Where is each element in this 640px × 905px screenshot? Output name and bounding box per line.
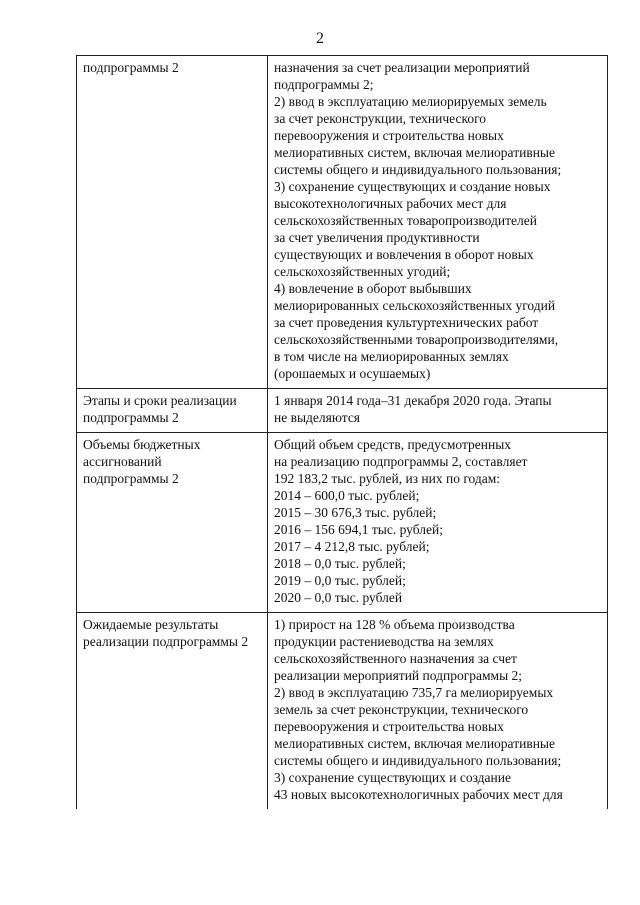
text-line: 3) сохранение существующих и создание новых <box>274 179 551 194</box>
text-line: 2014 – 600,0 тыс. рублей; <box>274 488 420 503</box>
text-line: Общий объем средств, предусмотренных <box>274 437 512 452</box>
text-line: Объемы бюджетных <box>83 437 201 452</box>
text-line: в том числе на мелиорированных землях <box>274 349 509 364</box>
text-line: мелиоративных систем, включая мелиоративные <box>274 736 555 751</box>
text-line: высокотехнологичных рабочих мест для <box>274 196 507 211</box>
row-label-cell <box>77 433 268 613</box>
text-line: за счет реконструкции, технического <box>274 111 487 126</box>
text-line: сельскохозяйственных товаропроизводителей <box>274 213 537 228</box>
row-label-cell <box>77 56 268 389</box>
row-content-cell <box>268 613 608 810</box>
text-line: Этапы и сроки реализации <box>83 393 237 408</box>
table-row <box>77 433 608 613</box>
text-line: подпрограммы 2 <box>83 60 179 75</box>
text-line: 2017 – 4 212,8 тыс. рублей; <box>274 539 430 554</box>
text-line: (орошаемых и осушаемых) <box>274 366 431 381</box>
text-line: реализации подпрограммы 2 <box>83 634 249 649</box>
row-content-cell <box>268 56 608 389</box>
text-line: подпрограммы 2 <box>83 410 179 425</box>
text-line: за счет увеличения продуктивности <box>274 230 480 245</box>
text-line: реализации мероприятий подпрограммы 2; <box>274 668 523 683</box>
text-line: не выделяются <box>274 410 361 425</box>
text-line: системы общего и индивидуального пользования; <box>274 753 562 768</box>
text-line: 2019 – 0,0 тыс. рублей; <box>274 573 406 588</box>
text-line: мелиорированных сельскохозяйственных угодий <box>274 298 556 313</box>
text-line: 2) ввод в эксплуатацию мелиорируемых земель <box>274 94 547 109</box>
page-number: 2 <box>316 30 324 47</box>
text-line: перевооружения и строительства новых <box>274 128 504 143</box>
text-line: перевооружения и строительства новых <box>274 719 504 734</box>
text-line: за счет проведения культуртехнических работ <box>274 315 539 330</box>
row-label-cell <box>77 613 268 810</box>
text-line: 1) прирост на 128 % объема производства <box>274 617 515 632</box>
text-line: 4) вовлечение в оборот выбывших <box>274 281 472 296</box>
text-line: 43 новых высокотехнологичных рабочих мест для <box>274 787 563 802</box>
text-line: мелиоративных систем, включая мелиоративные <box>274 145 555 160</box>
passport-table <box>76 55 608 809</box>
row-label-cell <box>77 389 268 433</box>
text-line: 3) сохранение существующих и создание <box>274 770 511 785</box>
table-row <box>77 389 608 433</box>
text-line: сельскохозяйственными товаропроизводителями, <box>274 332 559 347</box>
text-line: сельскохозяйственного назначения за счет <box>274 651 517 666</box>
text-line: системы общего и индивидуального пользования; <box>274 162 562 177</box>
text-line: 2020 – 0,0 тыс. рублей <box>274 590 403 605</box>
text-line: Ожидаемые результаты <box>83 617 219 632</box>
text-line: 2018 – 0,0 тыс. рублей; <box>274 556 406 571</box>
text-line: подпрограммы 2 <box>83 471 179 486</box>
text-line: подпрограммы 2; <box>274 77 374 92</box>
text-line: 1 января 2014 года–31 декабря 2020 года. Этапы <box>274 393 552 408</box>
text-line: продукции растениеводства на землях <box>274 634 494 649</box>
table-row <box>77 56 608 389</box>
text-line: земель за счет реконструкции, технического <box>274 702 529 717</box>
text-line: ассигнований <box>83 454 162 469</box>
row-content-cell <box>268 433 608 613</box>
text-line: назначения за счет реализации мероприятий <box>274 60 530 75</box>
text-line: существующих и вовлечения в оборот новых <box>274 247 534 262</box>
table-row <box>77 613 608 810</box>
text-line: на реализацию подпрограммы 2, составляет <box>274 454 528 469</box>
row-content-cell <box>268 389 608 433</box>
text-line: 2) ввод в эксплуатацию 735,7 га мелиорируемых <box>274 685 554 700</box>
text-line: 192 183,2 тыс. рублей, из них по годам: <box>274 471 501 486</box>
text-line: сельскохозяйственных угодий; <box>274 264 451 279</box>
text-line: 2015 – 30 676,3 тыс. рублей; <box>274 505 437 520</box>
text-line: 2016 – 156 694,1 тыс. рублей; <box>274 522 443 537</box>
